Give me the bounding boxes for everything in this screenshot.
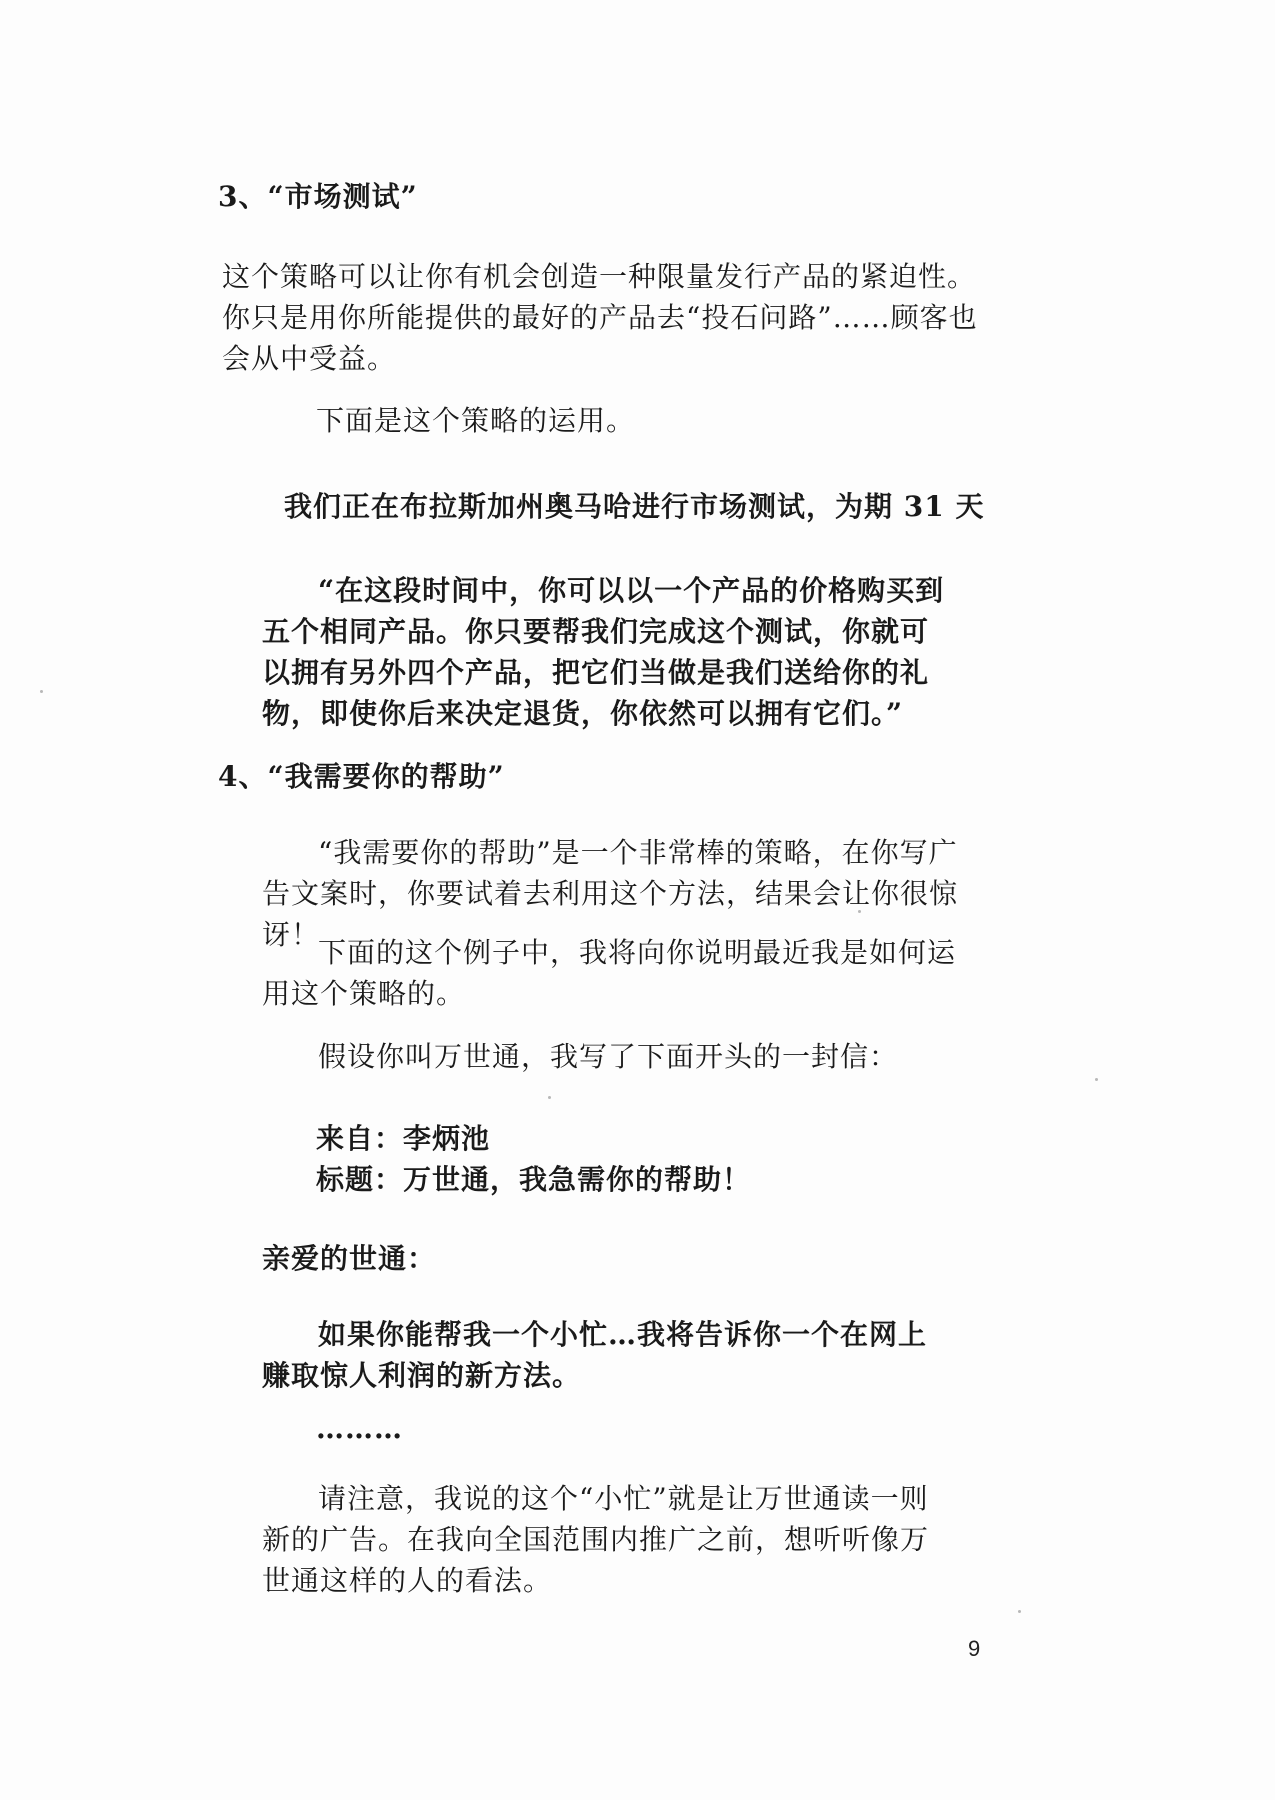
letter-from: 来自：李炳池	[316, 1122, 491, 1155]
scan-speck	[858, 910, 861, 913]
scan-speck	[548, 1096, 551, 1099]
section-heading-3: 3、“市场测试”	[218, 180, 418, 213]
letter-body: 如果你能帮我一个小忙…我将告诉你一个在网上赚取惊人利润的新方法。	[262, 1318, 928, 1392]
ad-quote: “在这段时间中，你可以以一个产品的价格购买到五个相同产品。你只要帮我们完成这个测试，你就可以拥有另外四个产品，把它们当做是我们送给你的礼物，即使你后来决定退货，你依然可以拥有它们。”	[262, 574, 945, 730]
intro-paragraph: 这个策略可以让你有机会创造一种限量发行产品的紧迫性。你只是用你所能提供的最好的产品去“投石问路”……顾客也会从中受益。	[222, 260, 978, 375]
section-heading-4: 4、“我需要你的帮助”	[218, 760, 505, 793]
ad-headline: 我们正在布拉斯加州奥马哈进行市场测试，为期 31 天	[284, 490, 985, 523]
assume-paragraph: 假设你叫万世通，我写了下面开头的一封信：	[318, 1040, 899, 1073]
letter-salutation: 亲爱的世通：	[262, 1242, 437, 1275]
letter-subject: 标题：万世通，我急需你的帮助！	[316, 1163, 752, 1196]
letter-ellipsis: ………	[316, 1412, 403, 1445]
scan-speck	[1018, 1610, 1021, 1613]
page-number: 9	[968, 1636, 981, 1661]
help-paragraph: “我需要你的帮助”是一个非常棒的策略，在你写广告文案时，你要试着去利用这个方法，结果会让你很惊讶！	[262, 836, 959, 951]
scan-speck	[40, 690, 43, 693]
usage-paragraph: 下面是这个策略的运用。	[316, 404, 636, 437]
scan-speck	[1095, 1078, 1098, 1081]
example-paragraph: 下面的这个例子中，我将向你说明最近我是如何运用这个策略的。	[262, 936, 957, 1010]
note-paragraph: 请注意，我说的这个“小忙”就是让万世通读一则新的广告。在我向全国范围内推广之前，想听听像万世通这样的人的看法。	[262, 1482, 930, 1597]
